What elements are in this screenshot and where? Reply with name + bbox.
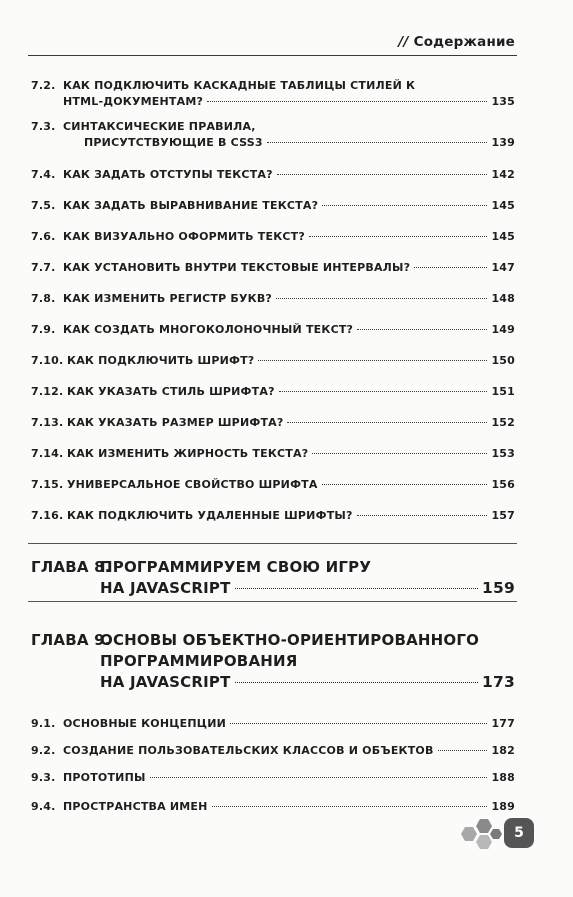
toc-entry-title: КАК УСТАНОВИТЬ ВНУТРИ ТЕКСТОВЫЕ ИНТЕРВАЛЫ? [63, 261, 411, 274]
chapter-label: ГЛАВА 8. [31, 558, 111, 576]
dot-leader [357, 515, 488, 516]
chapter-rule [28, 601, 517, 602]
toc-entry-number: 7.2. [31, 79, 56, 92]
toc-entry-title: КАК ИЗМЕНИТЬ РЕГИСТР БУКВ? [63, 292, 273, 305]
toc-entry-title: ПРИСУТСТВУЮЩИЕ В CSS3 [84, 136, 263, 149]
toc-entry-number: 7.14. [31, 447, 64, 460]
header-title: Содержание [413, 34, 515, 50]
toc-entry-page: 150 [491, 354, 515, 367]
chapter-page: 159 [482, 579, 515, 597]
hexagon-decoration-icon [457, 818, 503, 850]
dot-leader [279, 391, 488, 392]
toc-entry-page: 188 [491, 771, 515, 784]
toc-entry[interactable] [31, 384, 515, 415]
toc-entry-number: 9.4. [31, 800, 56, 813]
toc-entry-title: КАК ПОДКЛЮЧИТЬ КАСКАДНЫЕ ТАБЛИЦЫ СТИЛЕЙ К [63, 79, 416, 92]
toc-entry-page: 147 [491, 261, 515, 274]
running-header [398, 34, 515, 50]
dot-leader [276, 298, 487, 299]
dot-leader [267, 142, 488, 143]
toc-entry-title: СИНТАКСИЧЕСКИЕ ПРАВИЛА, [63, 120, 256, 133]
chapter-rule [28, 543, 517, 544]
toc-entry[interactable] [31, 508, 515, 544]
chapter-title: ПРОГРАММИРОВАНИЯ [100, 652, 298, 670]
toc-entry[interactable] [31, 743, 515, 770]
toc-entry[interactable] [31, 770, 515, 799]
dot-leader [207, 101, 487, 102]
chapter-title: ПРОГРАММИРУЕМ СВОЮ ИГРУ [100, 558, 372, 576]
toc-entry-title: HTML-ДОКУМЕНТАМ? [63, 95, 204, 108]
toc-entry-title: КАК УКАЗАТЬ РАЗМЕР ШРИФТА? [67, 416, 284, 429]
toc-entry-title: КАК СОЗДАТЬ МНОГОКОЛОНОЧНЫЙ ТЕКСТ? [63, 323, 354, 336]
dot-leader [357, 329, 487, 330]
toc-entry-title: КАК ПОДКЛЮЧИТЬ УДАЛЕННЫЕ ШРИФТЫ? [67, 509, 353, 522]
toc-entry[interactable] [31, 260, 515, 291]
toc-entry[interactable] [31, 353, 515, 384]
dot-leader [414, 267, 487, 268]
chapter-page: 173 [482, 673, 515, 691]
toc-entry-number: 7.10. [31, 354, 64, 367]
chapter-entry[interactable] [31, 630, 515, 696]
toc-entry[interactable] [31, 799, 515, 826]
toc-entry-number: 7.8. [31, 292, 56, 305]
toc-entry-number: 7.16. [31, 509, 64, 522]
toc-entry[interactable] [31, 716, 515, 743]
toc-entry-title: КАК ПОДКЛЮЧИТЬ ШРИФТ? [67, 354, 255, 367]
table-of-contents [31, 78, 515, 826]
toc-entry-page: 156 [491, 478, 515, 491]
toc-entry-page: 135 [491, 95, 515, 108]
dot-leader [312, 453, 487, 454]
dot-leader [150, 777, 488, 778]
dot-leader [230, 723, 487, 724]
chapter-title: НА JAVASCRIPT [100, 673, 231, 691]
dot-leader [309, 236, 487, 237]
toc-entry[interactable] [31, 229, 515, 260]
toc-entry-title: КАК ЗАДАТЬ ВЫРАВНИВАНИЕ ТЕКСТА? [63, 199, 319, 212]
toc-entry-number: 9.2. [31, 744, 56, 757]
toc-entry-title: ПРОТОТИПЫ [63, 771, 146, 784]
toc-entry-page: 157 [491, 509, 515, 522]
toc-entry-number: 7.9. [31, 323, 56, 336]
toc-entry-title: КАК УКАЗАТЬ СТИЛЬ ШРИФТА? [67, 385, 275, 398]
toc-entry-page: 142 [491, 168, 515, 181]
toc-entry-page: 139 [491, 136, 515, 149]
dot-leader [235, 588, 479, 589]
toc-entry-page: 151 [491, 385, 515, 398]
header-slashes: // [398, 34, 409, 50]
toc-entry-page: 149 [491, 323, 515, 336]
page-number: 5 [504, 818, 534, 848]
toc-entry-number: 7.5. [31, 199, 56, 212]
toc-entry-title: ПРОСТРАНСТВА ИМЕН [63, 800, 208, 813]
toc-entry-number: 7.15. [31, 478, 64, 491]
toc-entry[interactable] [31, 477, 515, 508]
toc-entry-title: КАК ЗАДАТЬ ОТСТУПЫ ТЕКСТА? [63, 168, 273, 181]
toc-entry-number: 9.1. [31, 717, 56, 730]
toc-entry-number: 7.6. [31, 230, 56, 243]
toc-entry-number: 7.4. [31, 168, 56, 181]
toc-entry-title: СОЗДАНИЕ ПОЛЬЗОВАТЕЛЬСКИХ КЛАССОВ И ОБЪЕКТОВ [63, 744, 434, 757]
toc-entry[interactable] [31, 78, 515, 119]
dot-leader [212, 806, 488, 807]
dot-leader [258, 360, 487, 361]
toc-entry-page: 189 [491, 800, 515, 813]
toc-entry[interactable] [31, 446, 515, 477]
chapter-title: ОСНОВЫ ОБЪЕКТНО-ОРИЕНТИРОВАННОГО [100, 631, 480, 649]
toc-entry-page: 152 [491, 416, 515, 429]
toc-entry-number: 7.7. [31, 261, 56, 274]
dot-leader [322, 484, 488, 485]
toc-entry[interactable] [31, 415, 515, 446]
toc-entry[interactable] [31, 119, 515, 167]
chapter-entry[interactable] [31, 557, 515, 613]
toc-entry-page: 145 [491, 199, 515, 212]
toc-entry-page: 145 [491, 230, 515, 243]
dot-leader [322, 205, 487, 206]
dot-leader [287, 422, 487, 423]
toc-entry-title: ОСНОВНЫЕ КОНЦЕПЦИИ [63, 717, 227, 730]
toc-entry-title: УНИВЕРСАЛЬНОЕ СВОЙСТВО ШРИФТА [67, 478, 318, 491]
dot-leader [235, 682, 479, 683]
toc-entry[interactable] [31, 167, 515, 198]
dot-leader [277, 174, 488, 175]
toc-entry-number: 7.13. [31, 416, 64, 429]
toc-entry-number: 9.3. [31, 771, 56, 784]
chapter-title: НА JAVASCRIPT [100, 579, 231, 597]
toc-entry-page: 182 [491, 744, 515, 757]
toc-entry[interactable] [31, 198, 515, 229]
header-rule [28, 55, 517, 56]
chapter-label: ГЛАВА 9. [31, 631, 111, 649]
toc-entry-number: 7.3. [31, 120, 56, 133]
toc-entry-title: КАК ИЗМЕНИТЬ ЖИРНОСТЬ ТЕКСТА? [67, 447, 309, 460]
toc-entry-title: КАК ВИЗУАЛЬНО ОФОРМИТЬ ТЕКСТ? [63, 230, 305, 243]
toc-entry-page: 153 [491, 447, 515, 460]
toc-entry-page: 177 [491, 717, 515, 730]
toc-entry-number: 7.12. [31, 385, 64, 398]
toc-entry-page: 148 [491, 292, 515, 305]
toc-entry[interactable] [31, 322, 515, 353]
toc-entry[interactable] [31, 291, 515, 322]
dot-leader [438, 750, 488, 751]
